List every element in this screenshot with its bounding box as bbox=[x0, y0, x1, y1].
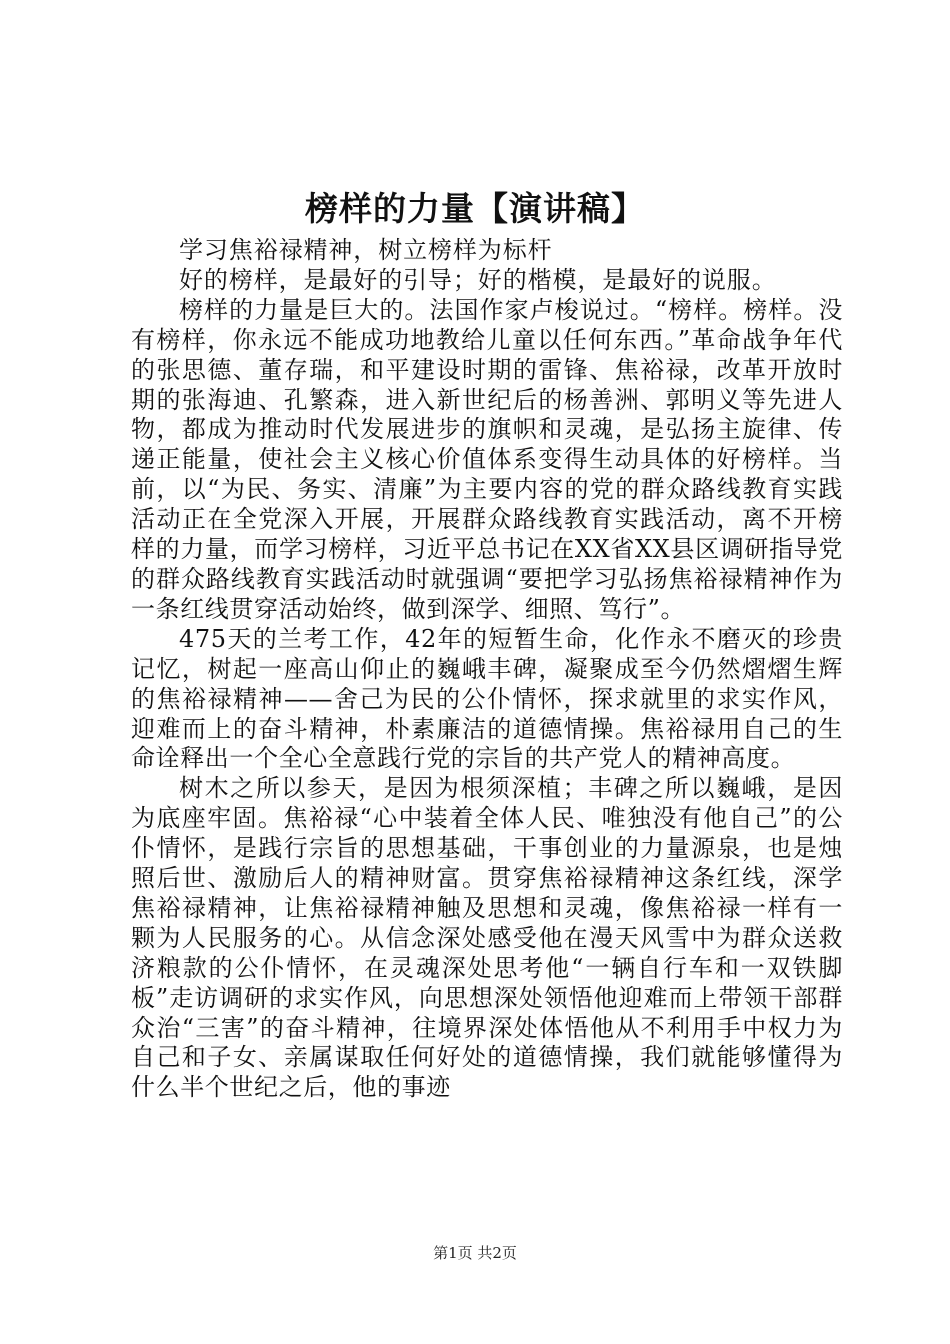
paragraph-jiao-yulu-spirit: 475天的兰考工作，42年的短暂生命，化作永不磨灭的珍贵记忆，树起一座高山仰止的巍峨丰碑，凝聚成至今仍然熠熠生辉的焦裕禄精神——舍己为民的公仆情怀，探求就里的求实作风，迎难而上的奋斗精神，朴素廉洁的道德情操。焦裕禄用自己的生命诠释出一个全心全意践行党的宗旨的共产党人的精神高度。 bbox=[131, 624, 843, 773]
paragraph-deep-roots: 树木之所以参天，是因为根须深植；丰碑之所以巍峨，是因为底座牢固。焦裕禄“心中装着全体人民、唯独没有他自己”的公仆情怀，是践行宗旨的思想基础，干事创业的力量源泉，也是烛照后世、激励后人的精神财富。贯穿焦裕禄精神这条红线，深学焦裕禄精神，让焦裕禄精神触及思想和灵魂，像焦裕禄一样有一颗为人民服务的心。从信念深处感受他在漫天风雪中为群众送救济粮款的公仆情怀，在灵魂深处思考他“一辆自行车和一双铁脚板”走访调研的求实作风，向思想深处领悟他迎难而上带领干部群众治“三害”的奋斗精神，往境界深处体悟他从不利用手中权力为自己和子女、亲属谋取任何好处的道德情操，我们就能够懂得为什么半个世纪之后，他的事迹 bbox=[131, 774, 843, 1102]
paragraph-intro: 好的榜样，是最好的引导；好的楷模，是最好的说服。 bbox=[179, 265, 777, 294]
paragraph-role-models: 榜样的力量是巨大的。法国作家卢梭说过。“榜样。榜样。没有榜样，你永远不能成功地教给儿童以任何东西。”革命战争年代的张思德、董存瑞，和平建设时期的雷锋、焦裕禄，改革开放时期的张海迪、孔繁森，进入新世纪后的杨善洲、郭明义等先进人物，都成为推动时代发展进步的旗帜和灵魂，是弘扬主旋律、传递正能量，使社会主义核心价值体系变得生动具体的好榜样。当前，以“为民、务实、清廉”为主要内容的党的群众路线教育实践活动正在全党深入开展，开展群众路线教育实践活动，离不开榜样的力量，而学习榜样，习近平总书记在XX省XX县区调研指导党的群众路线教育实践活动时就强调“要把学习弘扬焦裕禄精神作为一条红线贯穿活动始终，做到深学、细照、笃行”。 bbox=[131, 295, 843, 623]
document-title: 榜样的力量【演讲稿】 bbox=[305, 189, 645, 228]
document-body bbox=[131, 236, 843, 1103]
page-footer: 第1页 共2页 bbox=[433, 1244, 517, 1262]
paragraph-subtitle: 学习焦裕禄精神，树立榜样为标杆 bbox=[179, 236, 553, 264]
